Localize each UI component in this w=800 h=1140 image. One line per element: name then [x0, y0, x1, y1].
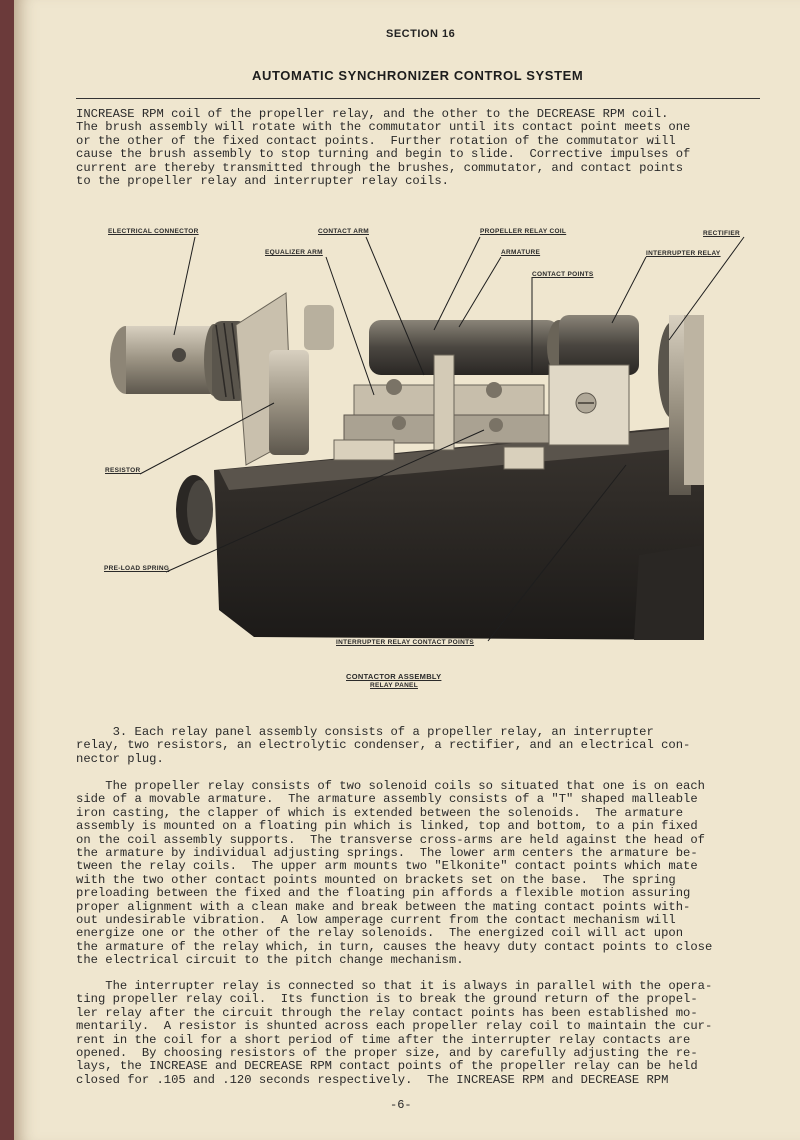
- label-resistor: RESISTOR: [105, 467, 141, 474]
- intro-paragraph: INCREASE RPM coil of the propeller relay, and the other to the DECREASE RPM coil. The brush assembly will rotate with the commutator until its contact point meets one or the other of the fixed contact points. Further rotation of the commutator will cause the brush assembly to stop turning and begin to slide. Corrective impulses of current are thereby transmitted through the brushes, commutator, and contact points to the propeller relay and interrupter relay coils.: [76, 107, 691, 189]
- label-propeller-relay-coil: PROPELLER RELAY COIL: [480, 228, 567, 235]
- page-number: -6-: [390, 1098, 412, 1112]
- label-armature: ARMATURE: [501, 249, 541, 256]
- label-interrupter-relay: INTERRUPTER RELAY: [646, 250, 721, 257]
- label-contact-arm: CONTACT ARM: [318, 228, 369, 235]
- label-equalizer-arm: EQUALIZER ARM: [265, 249, 323, 256]
- paragraph-propeller-relay: The propeller relay consists of two solenoid coils so situated that one is on each side of a movable armature. The armature assembly consists of a "T" shaped malleable iron casting, the clapper of which is extended between the solenoids. The armature assembly is mounted on a floating pin which is linked, top and bottom, to a pin fixed on the coil assembly supports. The transverse cross-arms are held against the head of the armature by individual adjusting springs. The lower arm centers the armature be- tween the relay coils. The upper arm mounts two "Elkonite" contact points which mate with the two other contact points mounted on brackets set on the base. The spring preloading between the fixed and the floating pin affords a flexible motion assuring proper alignment with a clean make and break between the mating contact points with- out undesirable vibration. A low amperage current from the contact mechanism will energize one or the other of the relay solenoids. The energized coil will act upon the armature of the relay which, in turn, causes the heavy duty contact points to close the electrical circuit to the pitch change mechanism.: [76, 779, 713, 968]
- section-heading: SECTION 16: [386, 28, 456, 40]
- paragraph-interrupter-relay: The interrupter relay is connected so that it is always in parallel with the opera- ting propeller relay coil. Its function is to break the ground return of the propel- ler relay after the circuit through the relay contact points has been established mo- mentarily. A resistor is shunted across each propeller relay coil to maintain the cur- rent in the coil for a short period of time after the interrupter relay contacts are opened. By choosing resistors of the proper size, and by carefully adjusting the re- lays, the INCREASE and DECREASE RPM contact points of the propeller relay can be held closed for .105 and .120 seconds respectively. The INCREASE RPM and DECREASE RPM: [76, 979, 713, 1087]
- figure-subcaption: RELAY PANEL: [370, 682, 418, 689]
- label-interrupter-relay-contact-points: INTERRUPTER RELAY CONTACT POINTS: [336, 639, 475, 646]
- label-preload-spring: PRE-LOAD SPRING: [104, 565, 170, 572]
- paragraph-3: 3. Each relay panel assembly consists of a propeller relay, an interrupter relay, two resistors, an electrolytic condenser, a rectifier, and an electrical con- nector plug.: [76, 725, 691, 766]
- relay-panel-illustration: [14, 215, 800, 685]
- label-rectifier: RECTIFIER: [703, 230, 741, 237]
- figure-caption: CONTACTOR ASSEMBLY: [346, 672, 442, 681]
- label-electrical-connector: ELECTRICAL CONNECTOR: [108, 228, 199, 235]
- label-contact-points: CONTACT POINTS: [532, 271, 594, 278]
- title-rule: [76, 98, 760, 99]
- document-page: [14, 0, 800, 1140]
- page-title: AUTOMATIC SYNCHRONIZER CONTROL SYSTEM: [252, 68, 584, 83]
- relay-panel-figure: [14, 215, 800, 685]
